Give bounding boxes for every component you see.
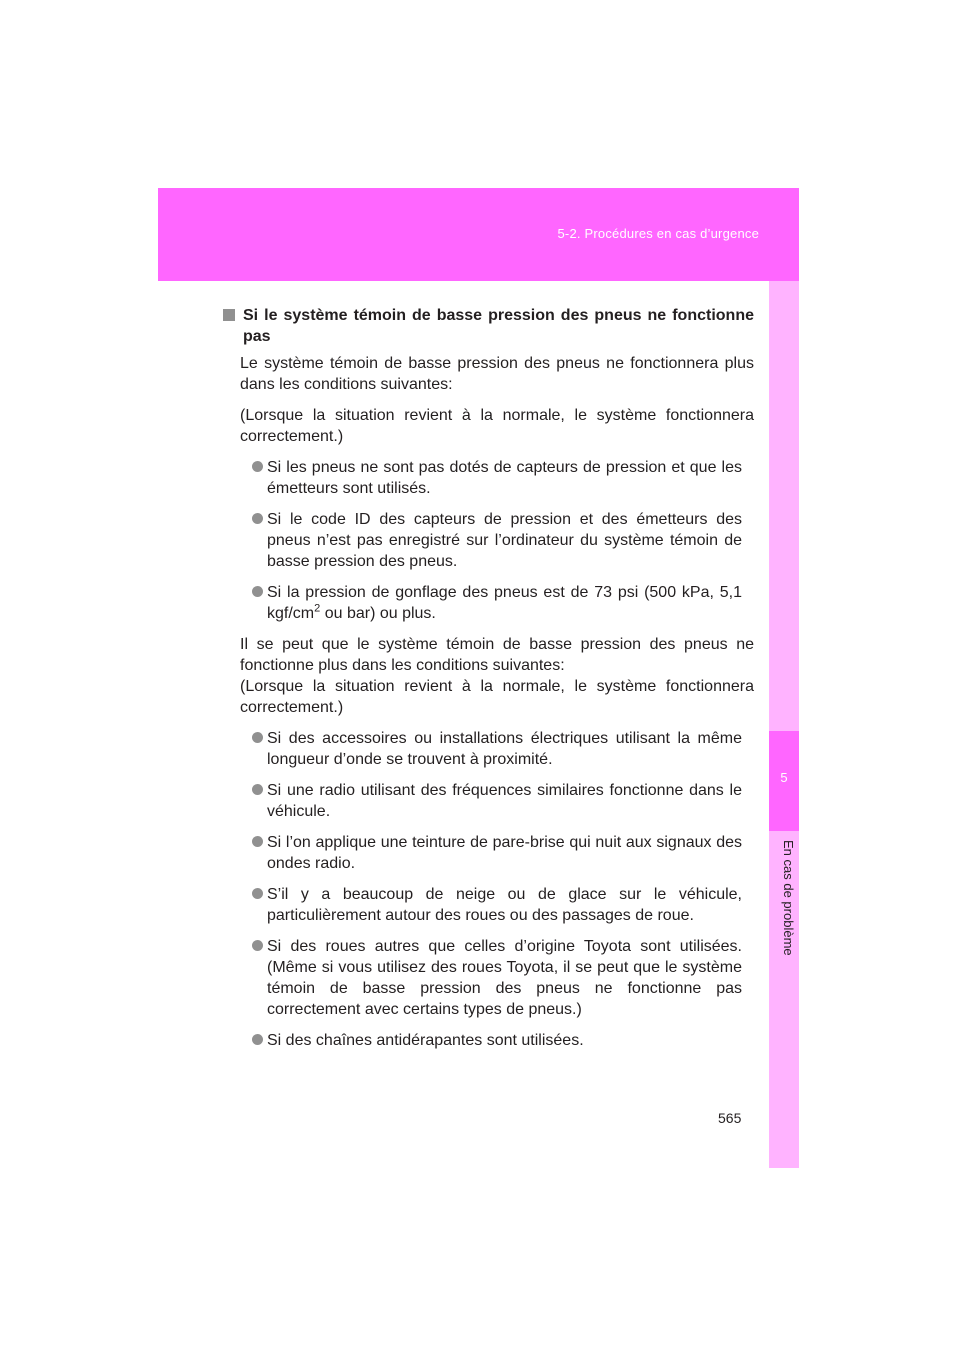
list-item-text: Si des accessoires ou installations électriques utilisant la même longueur d’onde se trouvent à proximité. (267, 730, 742, 768)
square-bullet-icon (223, 309, 235, 321)
section-heading-text: Si le système témoin de basse pression des pneus ne fonctionne pas (243, 307, 754, 345)
header-band (158, 188, 799, 281)
list-item (252, 780, 742, 822)
list-item-text: Si une radio utilisant des fréquences similaires fonctionne dans le véhicule. (267, 782, 742, 820)
circle-bullet-icon (252, 836, 263, 847)
intro-paragraph: Le système témoin de basse pression des pneus ne fonctionnera plus dans les conditions suivantes: (240, 355, 754, 393)
list-item-text-end: ou bar) ou plus. (320, 605, 436, 622)
chapter-number: 5 (780, 770, 788, 785)
intro-note: (Lorsque la situation revient à la normale, le système fonctionnera correctement.) (240, 407, 754, 445)
chapter-label: En cas de problème (781, 840, 796, 956)
list-item (252, 884, 742, 926)
section-title: 5-2. Procédures en cas d’urgence (557, 226, 759, 241)
page-content (222, 305, 754, 1061)
list-item-text: Si la pression de gonflage des pneus est de 73 psi (500 kPa, 5,1 kgf/cm (267, 584, 742, 622)
list-item (252, 936, 742, 1020)
list-item-text: Si l’on applique une teinture de pare-brise qui nuit aux signaux des ondes radio. (267, 834, 742, 872)
section-heading (222, 305, 754, 347)
list-item (252, 728, 742, 770)
list-item (252, 1030, 742, 1051)
list-item-text: Si les pneus ne sont pas dotés de capteurs de pression et que les émetteurs sont utilisés. (267, 459, 742, 497)
circle-bullet-icon (252, 784, 263, 795)
circle-bullet-icon (252, 732, 263, 743)
list-item-text: Si le code ID des capteurs de pression et des émetteurs des pneus n’est pas enregistré sur l’ordinateur du système témoin de basse pression des pneus. (267, 511, 742, 570)
circle-bullet-icon (252, 1034, 263, 1045)
circle-bullet-icon (252, 461, 263, 472)
circle-bullet-icon (252, 513, 263, 524)
list-item (252, 509, 742, 572)
page-number: 565 (718, 1110, 742, 1126)
list-item (252, 457, 742, 499)
middle-paragraph: Il se peut que le système témoin de basse pression des pneus ne fonctionne plus dans les conditions suivantes: (240, 636, 754, 674)
side-tab (769, 281, 799, 1168)
list-item-text: Si des chaînes antidérapantes sont utilisées. (267, 1032, 584, 1049)
list-item-text: Si des roues autres que celles d’origine Toyota sont utilisées. (Même si vous utilisez des roues Toyota, il se peut que le système témoin de basse pression des pneus ne fonctionne pas correctement avec certains types de pneus.) (267, 938, 742, 1018)
middle-note: (Lorsque la situation revient à la normale, le système fonctionnera correctement.) (240, 678, 754, 716)
circle-bullet-icon (252, 888, 263, 899)
list-item (252, 832, 742, 874)
list-item (252, 582, 742, 624)
list-item-text: S’il y a beaucoup de neige ou de glace sur le véhicule, particulièrement autour des roues ou des passages de roue. (267, 886, 742, 924)
circle-bullet-icon (252, 940, 263, 951)
superscript: 2 (314, 602, 321, 615)
circle-bullet-icon (252, 586, 263, 597)
